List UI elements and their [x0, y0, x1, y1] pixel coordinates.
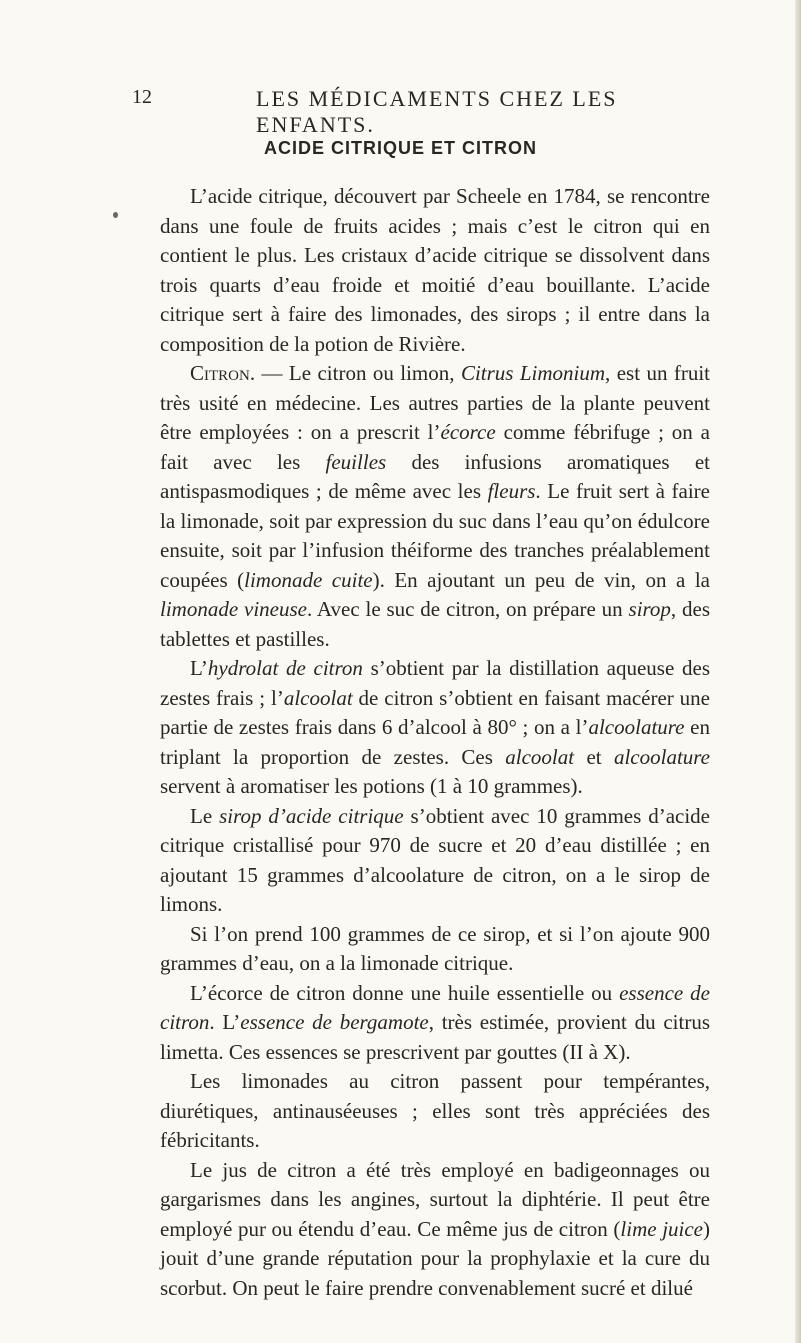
paragraph-limonades: Les limonades au citron passent pour tempérantes, diurétiques, antinauséeuses ; elles sont très appréciées des fébricitants. [160, 1069, 710, 1152]
section-title: ACIDE CITRIQUE ET CITRON [263, 138, 537, 158]
page-header [132, 86, 672, 137]
paragraph-citron: Citron. — Le citron ou limon, Citrus Limonium, est un fruit très usité en médecine. Les autres parties de la plante peuvent être employées : on a prescrit l’écorce comme fébrifuge ; on a fait avec les feuilles des infusions aromatiques et antispasmodiques ; de même avec les fleurs. Le fruit sert à faire la limonade, soit par expression du suc dans l’eau qu’on édulcore ensuite, soit par l’infusion théiforme des tranches préalablement coupées (limonade cuite). En ajoutant un peu de vin, on a la limonade vineuse. Avec le suc de citron, on prépare un sirop, des tablettes et pastilles. [160, 361, 711, 651]
paragraph-sirop: Le sirop d’acide citrique s’obtient avec 10 grammes d’acide citrique cristallisé pour 970 de sucre et 20 d’eau distillée ; en ajoutant 15 grammes d’alcoolature de citron, on a le sirop de limons. [160, 803, 710, 916]
paragraph-hydrolat: L’hydrolat de citron s’obtient par la distillation aqueuse des zestes frais ; l’alcoolat de citron s’obtient en faisant macérer une partie de zestes frais dans 6 d’alcool à 80° ; on a l’alcoolature en triplant la proportion de zestes. Ces alcoolat et alcoolature servent à aromatiser les potions (1 à 10 grammes). [160, 656, 710, 798]
paragraph-essences: L’écorce de citron donne une huile essentielle ou essence de citron. L’essence de bergamote, très estimée, provient du citrus limetta. Ces essences se prescrivent par gouttes (II à X). [160, 980, 710, 1064]
running-head: LES MÉDICAMENTS CHEZ LES ENFANTS. [256, 86, 618, 137]
paragraph-jus-de-citron: Le jus de citron a été très employé en badigeonnages ou gargarismes dans les angines, surtout la diphtérie. Il peut être employé pur ou étendu d’eau. Ce même jus de citron (lime juice) jouit d’une grande réputation pour la prophylaxie et la cure du scorbut. On peut le faire prendre convenablement sucré et dilué [160, 1157, 711, 1300]
page-edge [795, 0, 801, 1343]
body-text [160, 182, 710, 1303]
margin-mark [113, 212, 118, 218]
paragraph-acide-citrique: L’acide citrique, découvert par Scheele en 1784, se rencontre dans une foule de fruits acides ; mais c’est le citron qui en contient le plus. Les cristaux d’acide citrique se dissolvent dans trois quarts d’eau froide et moitié d’eau bouillante. L’acide citrique sert à faire des limonades, des sirops ; il entre dans la composition de la potion de Rivière. [160, 184, 710, 356]
paragraph-limonade-citrique: Si l’on prend 100 grammes de ce sirop, et si l’on ajoute 900 grammes d’eau, on a la limonade citrique. [160, 921, 710, 975]
lead-word: Citron. [190, 361, 256, 385]
page-number: 12 [132, 86, 152, 108]
